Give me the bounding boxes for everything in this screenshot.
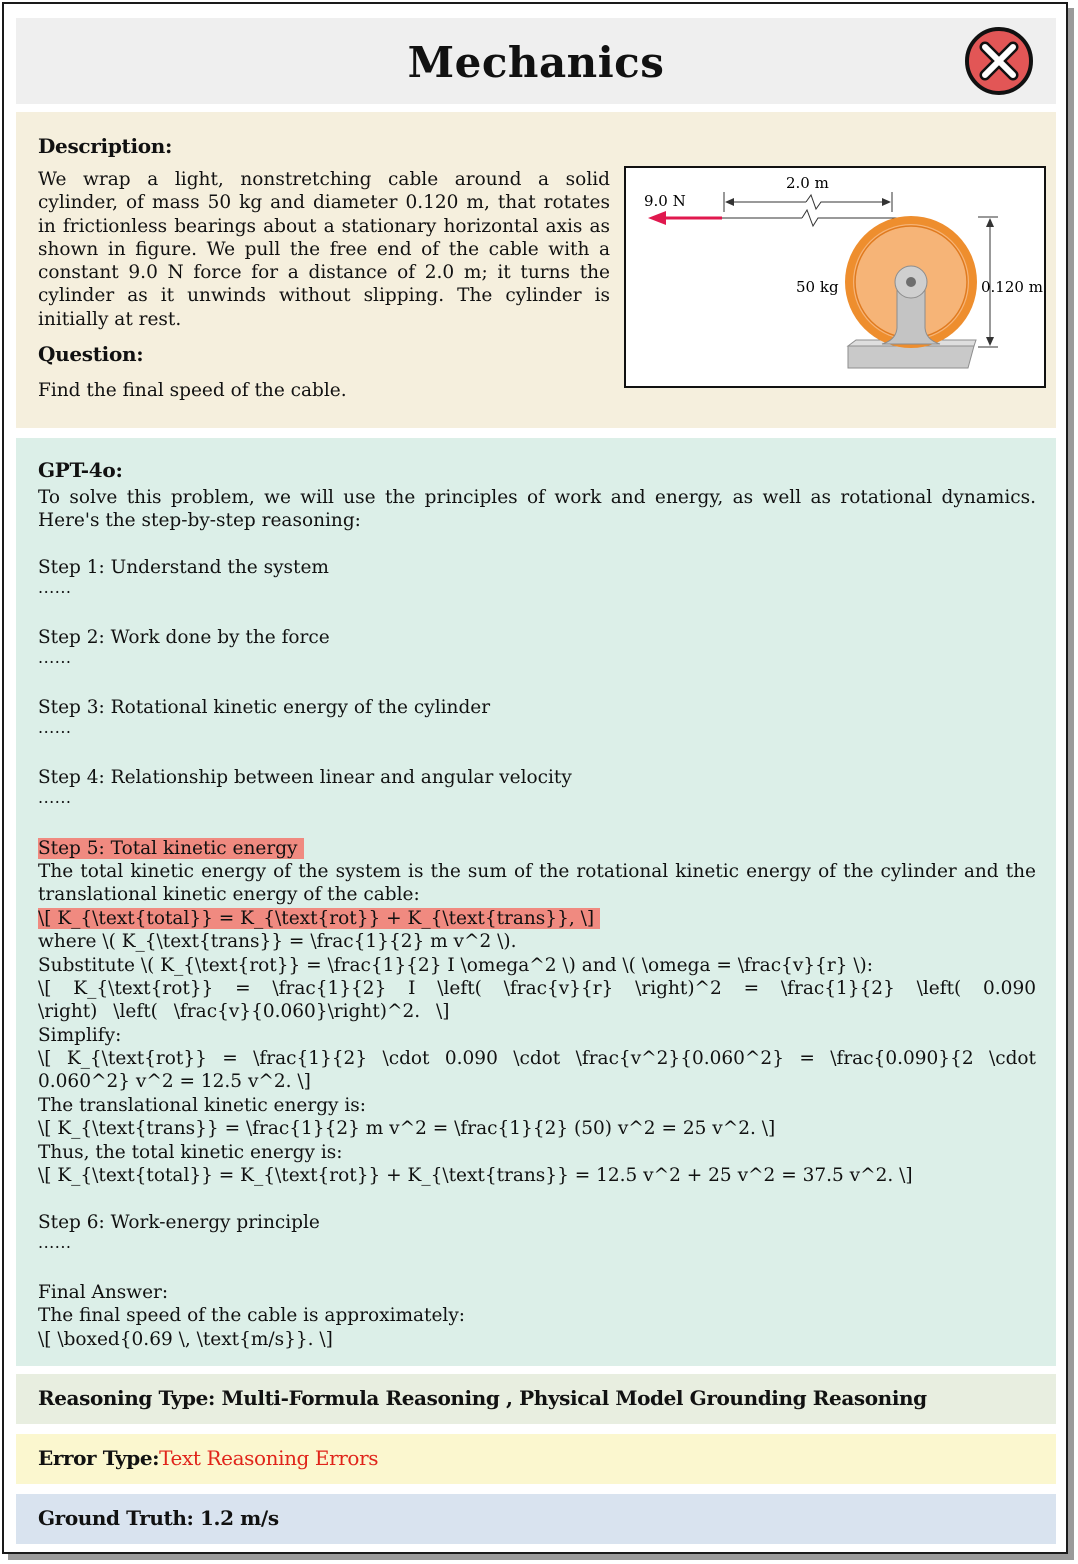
thus-line: Thus, the total kinetic energy is:: [38, 1142, 343, 1163]
step-5-highlight: Step 5: Total kinetic energy: [38, 838, 304, 859]
cylinder-diagram: [626, 168, 1044, 386]
cylinder-figure: [624, 166, 1046, 388]
step-2: Step 2: Work done by the force: [38, 627, 330, 648]
force-label: 9.0 N: [644, 192, 686, 210]
model-name: GPT-4o:: [38, 458, 123, 482]
step-3: Step 3: Rotational kinetic energy of the cylinder: [38, 697, 491, 718]
ellipsis: ......: [38, 1233, 72, 1252]
where-line: where \( K_{\text{trans}} = \frac{1}{2} m v^2 \).: [38, 931, 517, 952]
substitute-line: Substitute \( K_{\text{rot}} = \frac{1}{2} I \omega^2 \) and \( \omega = \frac{v}{r} \):: [38, 955, 874, 976]
answer-intro: To solve this problem, we will use the principles of work and energy, as well as rotational dynamics. Here's the step-by-step reasoning:: [38, 487, 1036, 532]
eq-total-2: \[ K_{\text{total}} = K_{\text{rot}} + K_{\text{trans}} = 12.5 v^2 + 25 v^2 = 37.5 v^2. \]: [38, 1165, 913, 1186]
error-type: [38, 1446, 378, 1470]
step-4: Step 4: Relationship between linear and angular velocity: [38, 767, 572, 788]
distance-label: 2.0 m: [786, 174, 829, 192]
page-title: Mechanics: [407, 38, 665, 87]
step-1: Step 1: Understand the system: [38, 557, 329, 578]
simplify-label: Simplify:: [38, 1025, 122, 1046]
step-5-row: [38, 837, 1036, 860]
error-type-row: [16, 1434, 1056, 1484]
answer-panel: [16, 438, 1056, 1366]
final-text: The final speed of the cable is approximately:: [38, 1305, 466, 1326]
question-heading: Question:: [38, 342, 144, 366]
ellipsis: ......: [38, 718, 72, 737]
description-heading: Description:: [38, 134, 173, 158]
force-arrow-icon: [648, 211, 666, 225]
ellipsis: ......: [38, 578, 72, 597]
title-bar: [16, 18, 1056, 104]
description-panel: [16, 112, 1056, 428]
reasoning-type: Reasoning Type: Multi-Formula Reasoning , Physical Model Grounding Reasoning: [38, 1386, 927, 1410]
question-text: Find the final speed of the cable.: [38, 380, 347, 401]
error-type-label: Error Type:: [38, 1446, 160, 1470]
eq-simplify: \[ K_{\text{rot}} = \frac{1}{2} \cdot 0.090 \cdot \frac{v^2}{0.060^2} = \frac{0.090}{2 \cdot 0.060^2} v^2 = 12.5 v^2. \]: [38, 1048, 1036, 1093]
step-5-text: The total kinetic energy of the system is the sum of the rotational kinetic energy of the cylinder and the translational kinetic energy of the cable:: [38, 861, 1036, 906]
trans-line: The translational kinetic energy is:: [38, 1095, 367, 1116]
close-x-icon: [964, 26, 1034, 96]
eq-trans: \[ K_{\text{trans}} = \frac{1}{2} m v^2 = \frac{1}{2} (50) v^2 = 25 v^2. \]: [38, 1118, 776, 1139]
step-6: Step 6: Work-energy principle: [38, 1212, 320, 1233]
description-text: We wrap a light, nonstretching cable around a solid cylinder, of mass 50 kg and diameter 0.120 m, that rotates in frictionless bearings about a stationary horizontal axis as shown in figure. We pull the free end of the cable with a constant 9.0 N force for a distance of 2.0 m; it turns the cylinder as it unwinds without slipping. The cylinder is initially at rest.: [38, 169, 610, 330]
ground-truth-row: [16, 1494, 1056, 1544]
final-equation: \[ \boxed{0.69 \, \text{m/s}}. \]: [38, 1329, 333, 1350]
error-type-value: Text Reasoning Errors: [159, 1446, 379, 1470]
eq-total-highlight: \[ K_{\text{total}} = K_{\text{rot}} + K_{\text{trans}}, \]: [38, 908, 600, 929]
mass-label: 50 kg: [796, 278, 839, 296]
card-frame: [2, 2, 1068, 1554]
reasoning-type-row: [16, 1374, 1056, 1424]
eq-rot: \[ K_{\text{rot}} = \frac{1}{2} I \left( \frac{v}{r} \right)^2 = \frac{1}{2} \left( 0.090 \right) \left( \frac{v}{0.060}\right)^2. \]: [38, 978, 1036, 1023]
final-label: Final Answer:: [38, 1282, 169, 1303]
ground-truth: Ground Truth: 1.2 m/s: [38, 1506, 279, 1530]
diameter-label: 0.120 m: [981, 278, 1043, 296]
ellipsis: ......: [38, 788, 72, 807]
eq-total-row: [38, 907, 1036, 930]
ellipsis: ......: [38, 648, 72, 667]
